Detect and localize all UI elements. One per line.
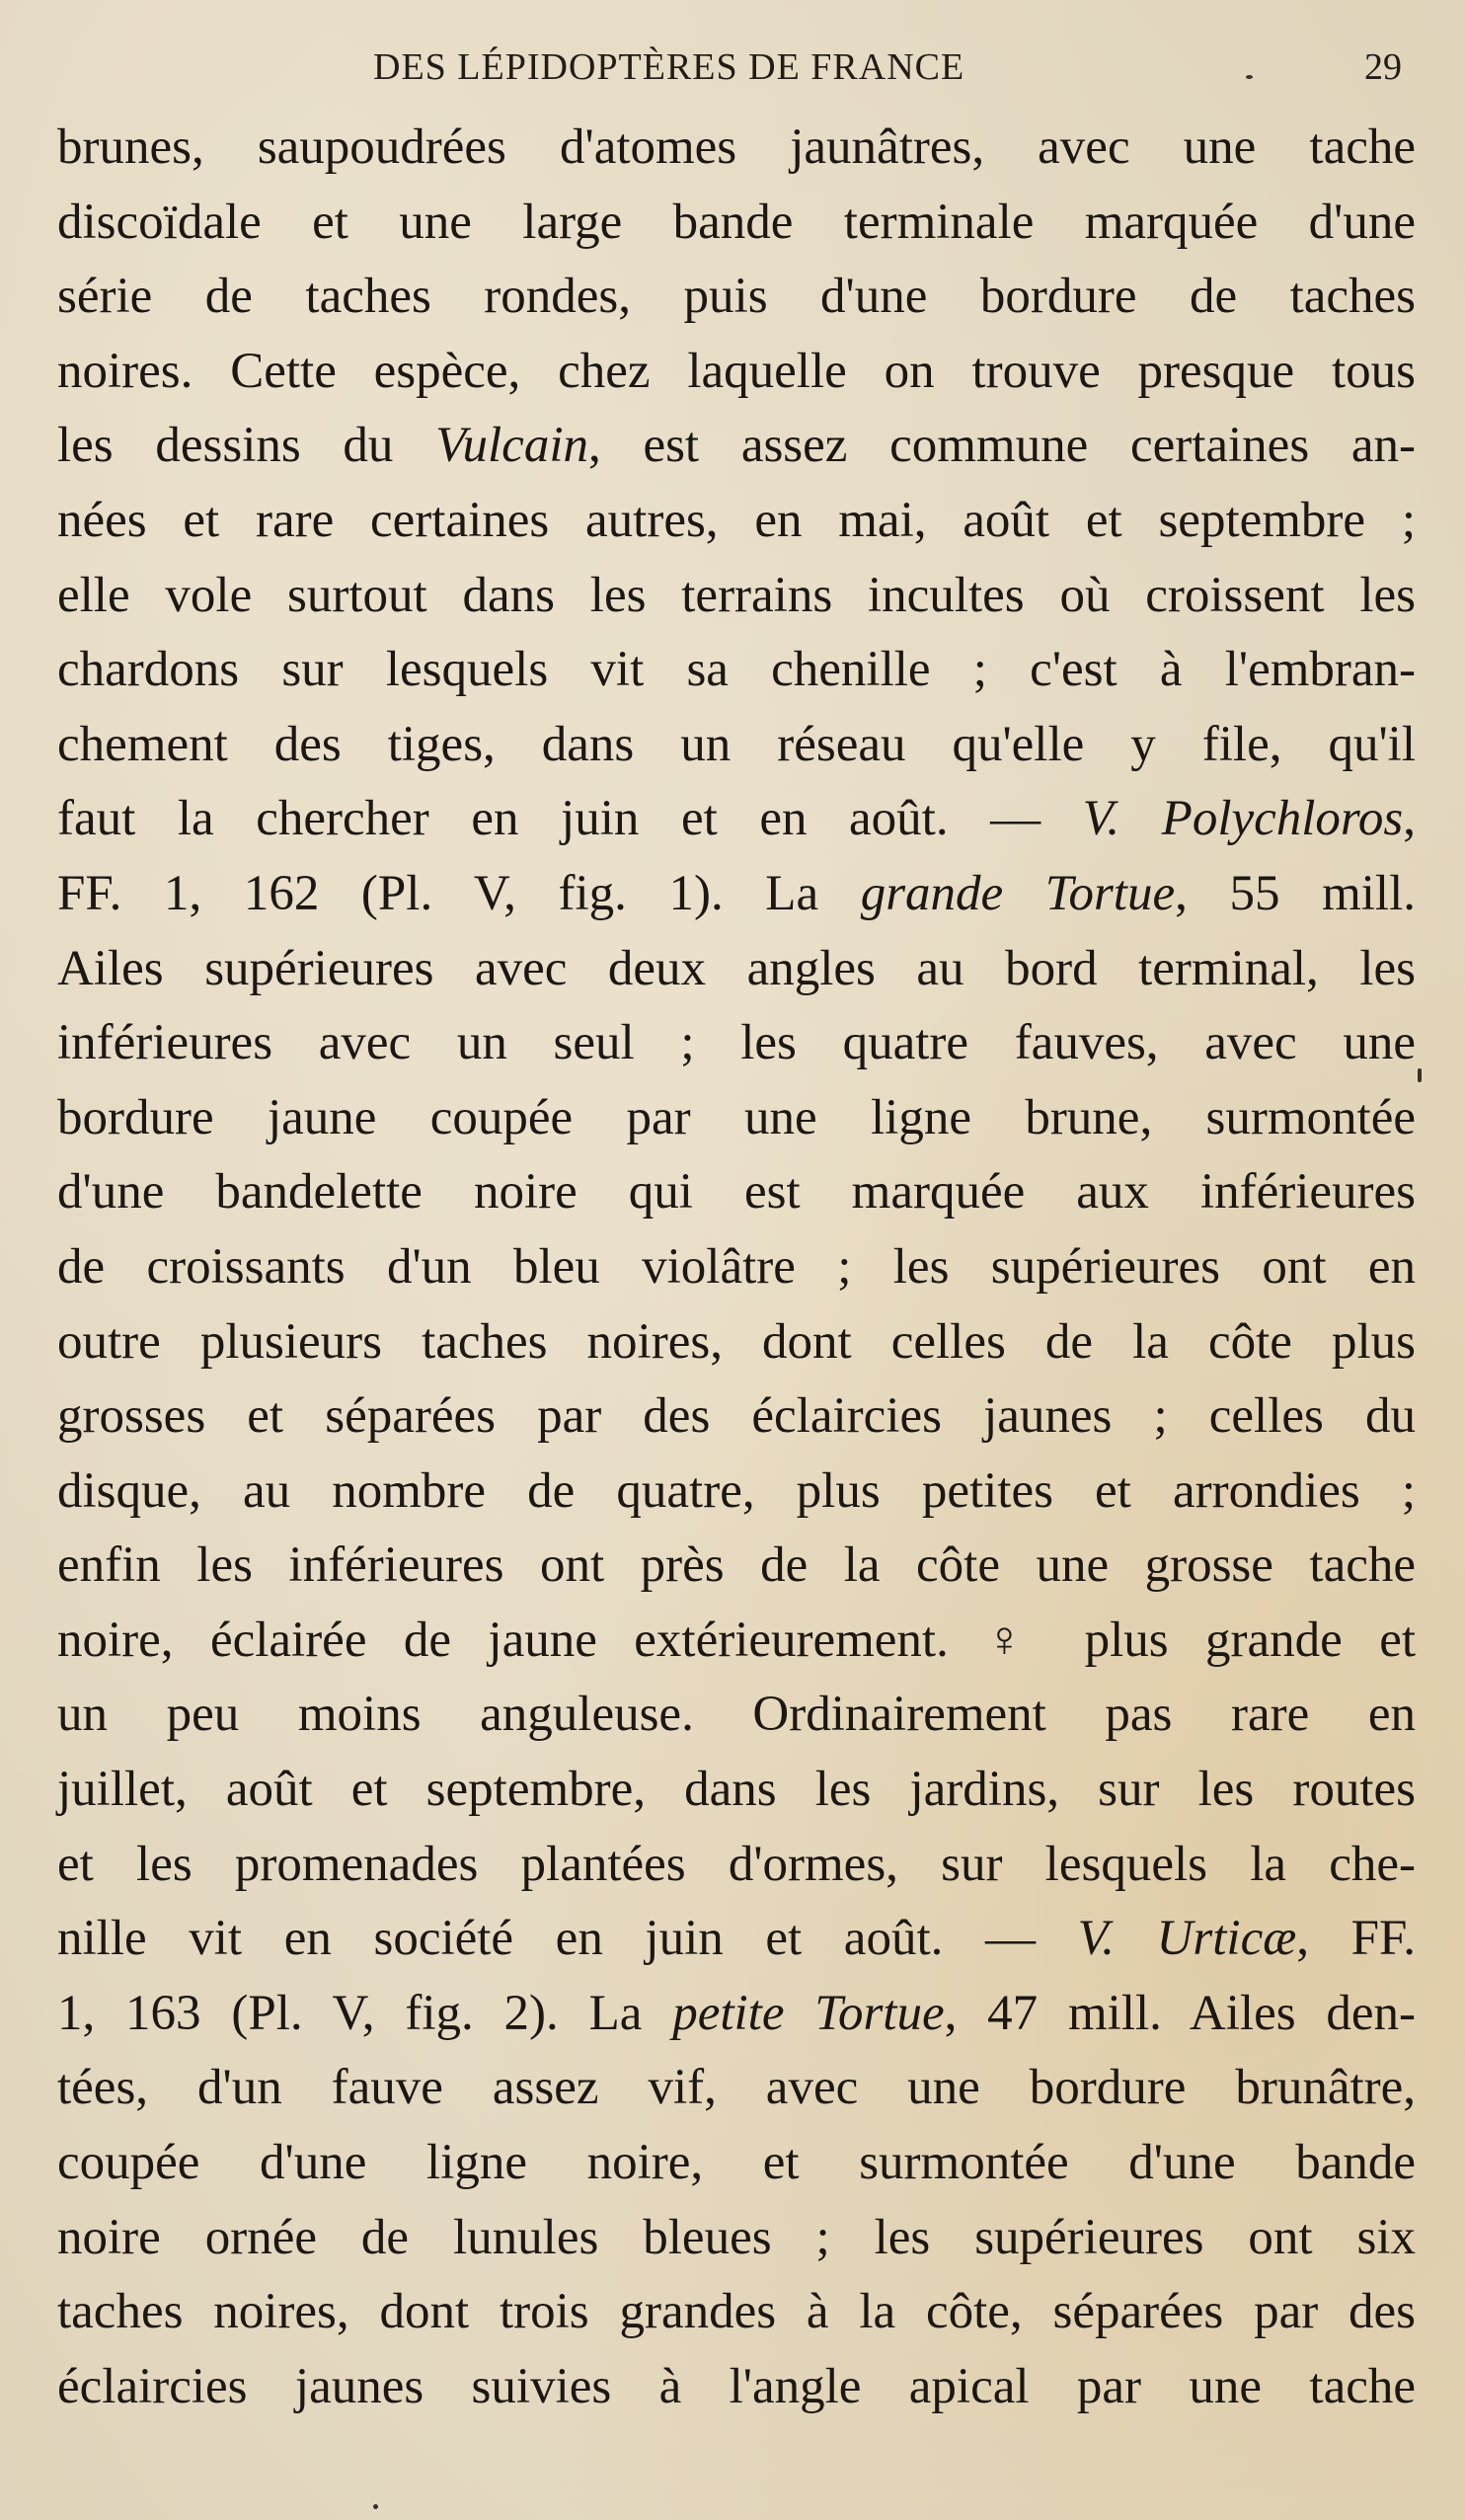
text-line [57, 1902, 1416, 1977]
page-number: 29 [1364, 46, 1402, 88]
text-run: discoïdale et une large bande terminale marquée d'une [57, 194, 1416, 250]
text-run: nille vit en société en juin et août. — [57, 1911, 1078, 1967]
text-run: coupée d'une ligne noire, et surmontée d'une bande [57, 2135, 1416, 2191]
text-run: bordure jaune coupée par une ligne brune, surmontée [57, 1089, 1416, 1145]
text-run: tées, d'un fauve assez vif, avec une bordure brunâtre, [57, 2060, 1416, 2116]
text-run: nées et rare certaines autres, en mai, août et septembre ; [57, 492, 1416, 548]
text-run: chement des tiges, dans un réseau qu'elle y file, qu'il [57, 716, 1416, 772]
body-text [57, 111, 1416, 2424]
text-run: Ailes supérieures avec deux angles au bord terminal, les [57, 940, 1416, 996]
text-line [57, 1379, 1416, 1455]
text-line [57, 335, 1416, 410]
ink-speck [1418, 1068, 1422, 1082]
running-head [0, 39, 1465, 99]
text-line [57, 1081, 1416, 1156]
text-line [57, 1977, 1416, 2052]
text-line [57, 1753, 1416, 1828]
text-run: éclaircies jaunes suivies à l'angle apical par une tache [57, 2358, 1416, 2414]
text-run: 1, 163 (Pl. V, fig. 2). La [57, 1985, 673, 2041]
ink-speck [1246, 75, 1253, 79]
text-line [57, 1604, 1416, 1679]
text-run: FF. 1, 162 (Pl. V, fig. 1). La [57, 865, 861, 921]
text-run: inférieures avec un seul ; les quatre fauves, avec une [57, 1015, 1416, 1071]
text-run: , 55 mill. [1175, 865, 1416, 921]
text-run: , [1403, 791, 1416, 847]
italic-term: grande Tortue [860, 865, 1176, 921]
text-line [57, 782, 1416, 857]
text-run: , FF. [1296, 1911, 1416, 1967]
text-line [57, 484, 1416, 559]
italic-term: petite Tortue [672, 1985, 945, 2041]
ink-speck [373, 2504, 378, 2509]
text-run: chardons sur lesquels vit sa chenille ; c'est à l'embran- [57, 642, 1416, 698]
text-run: noire, éclairée de jaune extérieurement. ♀ plus grande et [57, 1612, 1416, 1668]
text-run: grosses et séparées par des éclaircies jaunes ; celles du [57, 1388, 1416, 1445]
text-line [57, 1305, 1416, 1380]
text-run: noires. Cette espèce, chez laquelle on trouve presque tous [57, 343, 1416, 399]
text-line [57, 932, 1416, 1007]
text-line [57, 1529, 1416, 1604]
text-line [57, 2051, 1416, 2126]
text-line [57, 1230, 1416, 1305]
text-run: , est assez commune certaines an- [587, 418, 1416, 474]
text-run: de croissants d'un bleu violâtre ; les supérieures ont en [57, 1238, 1416, 1295]
text-run: faut la chercher en juin et en août. — [57, 791, 1083, 847]
text-run: et les promenades plantées d'ormes, sur lesquels la che- [57, 1836, 1416, 1892]
text-run: disque, au nombre de quatre, plus petites et arrondies ; [57, 1462, 1416, 1519]
text-run: outre plusieurs taches noires, dont celles de la côte plus [57, 1313, 1416, 1370]
text-line [57, 186, 1416, 261]
text-run: un peu moins anguleuse. Ordinairement pas rare en [57, 1687, 1416, 1743]
text-run: taches noires, dont trois grandes à la côte, séparées par des [57, 2284, 1416, 2340]
text-run: noire ornée de lunules bleues ; les supérieures ont six [57, 2209, 1416, 2265]
italic-term: Vulcain [435, 418, 588, 474]
text-line [57, 2201, 1416, 2276]
text-line [57, 1006, 1416, 1081]
text-run: juillet, août et septembre, dans les jardins, sur les routes [57, 1762, 1416, 1818]
text-line [57, 1155, 1416, 1230]
text-line [57, 1678, 1416, 1753]
text-run: les dessins du [57, 418, 436, 474]
text-run: d'une bandelette noire qui est marquée aux inférieures [57, 1164, 1416, 1221]
italic-term: V. Urticæ [1077, 1911, 1297, 1967]
text-line [57, 857, 1416, 932]
text-line [57, 708, 1416, 783]
italic-term: V. Polychloros [1082, 791, 1404, 847]
text-line [57, 2126, 1416, 2201]
text-line [57, 409, 1416, 484]
text-line [57, 2350, 1416, 2425]
text-line [57, 1455, 1416, 1530]
text-line [57, 559, 1416, 634]
text-line [57, 260, 1416, 335]
text-line [57, 111, 1416, 186]
text-run: enfin les inférieures ont près de la côte une grosse tache [57, 1537, 1416, 1594]
text-line [57, 633, 1416, 708]
text-run: elle vole surtout dans les terrains incultes où croissent les [57, 567, 1416, 623]
text-run: série de taches rondes, puis d'une bordure de taches [57, 269, 1416, 325]
running-title: DES LÉPIDOPTÈRES DE FRANCE [373, 46, 965, 88]
text-run: , 47 mill. Ailes den- [944, 1985, 1416, 2041]
text-run: brunes, saupoudrées d'atomes jaunâtres, avec une tache [57, 119, 1416, 175]
text-line [57, 1828, 1416, 1903]
text-line [57, 2275, 1416, 2350]
